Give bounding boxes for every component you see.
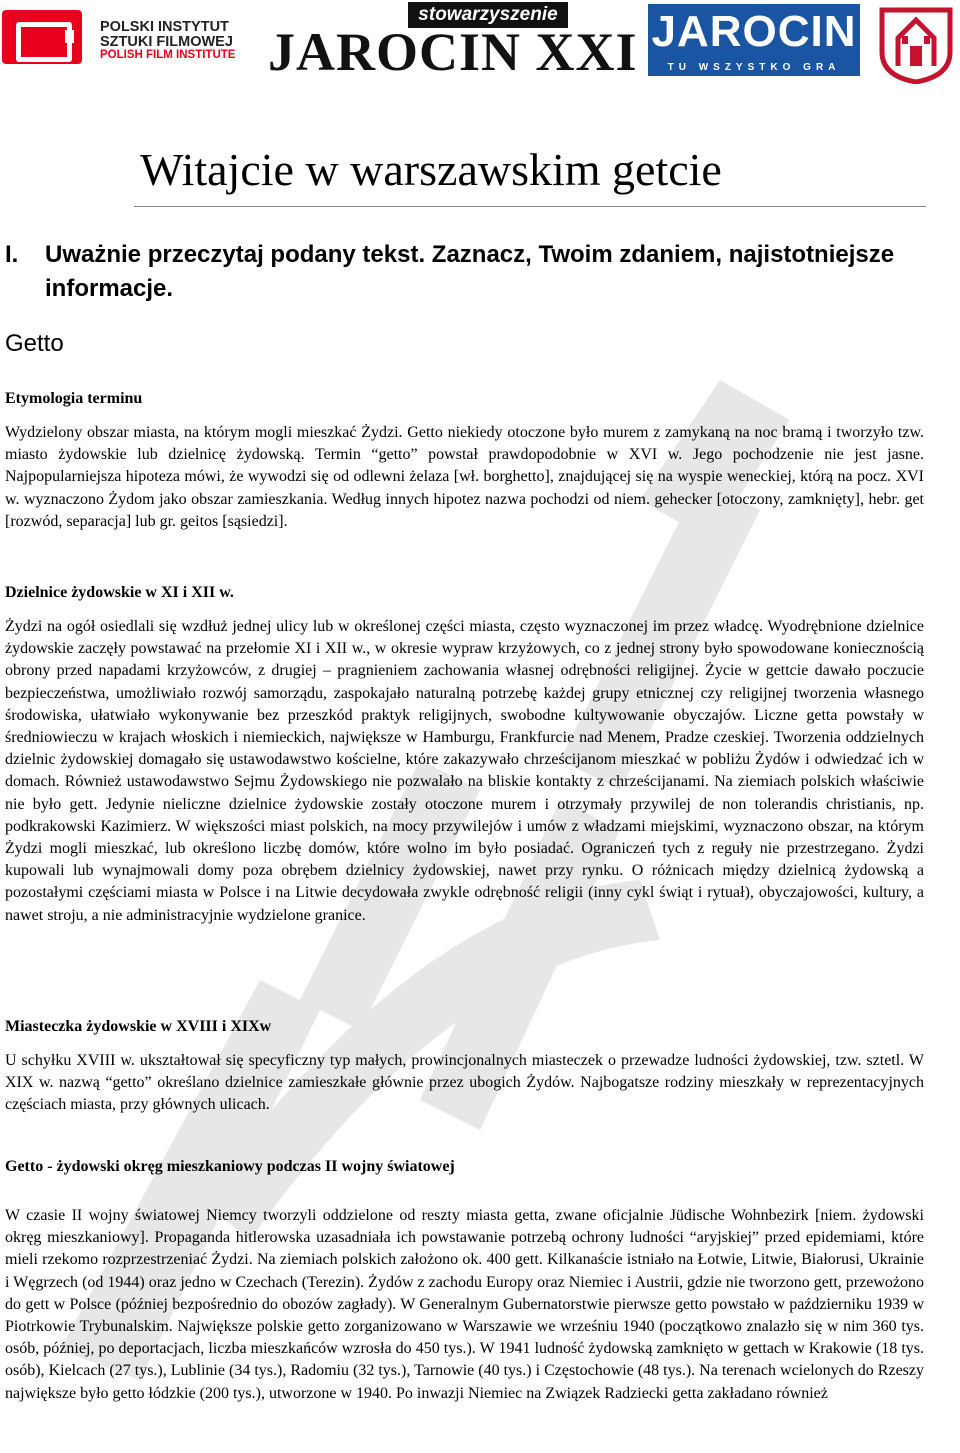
logo-bar xyxy=(0,0,960,90)
section-heading: Etymologia terminu xyxy=(5,390,143,407)
section-paragraph: W czasie II wojny światowej Niemcy tworzyli oddzielone od reszty miasta getta, zwane oficjalnie Jüdische Wohnbezirk [niem. żydowski okręg mieszkaniowy]. Propaganda hitlerowska uzasadniała ich powstawanie potrzebą ochrony ludności “aryjskiej” przed epidemiami, które mieli rzekomo rozprzestrzeniać Żydzi. Na ziemiach polskich założono ok. 400 gett. Kilkanaście istniało na Łotwie, Litwie, Białorusi, Ukrainie i Węgrzech (od 1944) oraz jedno w Czechach (Terezin). Żydów z zachodu Europy oraz Niemiec i Austrii, gdzie nie tworzono gett, przewożono do gett w Polsce (później bezpośrednio do obozów zagłady). W Generalnym Gubernatorstwie pierwsze getto powstało w październiku 1939 w Piotrkowie Trybunalskim. Największe polskie getto zorganizowano w Warszawie we wrześniu 1940 (początkowo znalazło się w nim 360 tys. osób, później, po deportacjach, liczba mieszkańców wzrosła do 450 tys.). W 1941 ludność żydowską zamknięto w gettach w Krakowie (18 tys. osób), Kielcach (27 tys.), Lublinie (34 tys.), Radomiu (32 tys.), Tarnowie (40 tys.) i Częstochowie (48 tys.). Na terenach wcielonych do Rzeszy największe było getto łódzkie (200 tys.), utworzone w 1940. Po inwazji Niemiec na Związek Radziecki getta zakładano również xyxy=(5,1207,924,1402)
section-paragraph: Żydzi na ogół osiedlali się wzdłuż jednej ulicy lub w określonej części miasta, często wyznaczonej im przez władcę. Wyodrębnione dzielnice żydowskie zaczęły powstawać na przełomie XI i XII w., w okresie wypraw krzyżowych, co z jednej strony było spowodowane koniecznością obrony przed napadami krzyżowców, z drugiej – pragnieniem zachowania własnej odrębności religijnej. Życie w gettcie dawało poczucie bezpieczeństwa, umożliwiało rozwój samorządu, zaspokajało naturalną potrzebę każdej grupy etnicznej czy religijnej tworzenia własnego środowiska, ułatwiało wykonywanie bez przeszkód praktyk religijnych, swobodne kultywowanie obyczajów. Liczne getta powstały w średniowieczu w krajach włoskich i niemieckich, największe w Hamburgu, Frankfurcie nad Menem, Pradze czeskiej. Tworzenia oddzielnych dzielnic żydowskiej domagało się ustawodawstwo kościelne, które zakazywało chrześcijanom mieszkać w pobliżu Żydów i odwiedzać ich w domach. Również ustawodawstwo Sejmu Żydowskiego nie pozwalało na bliskie kontakty z chrześcijanami. Na ziemiach polskich właściwie nie było gett. Jedynie nieliczne dzielnice żydowskie zostały otoczone murem i otrzymały przywilej de non tolerandis christianis, np. podkrakowski Kazimierz. W większości miast polskich, na mocy przywilejów i umów z władzami miejskimi, wyznaczono obszar, na którym Żydzi mogli mieszkać, lub określono liczbę domów, które wolno im było posiadać. Ograniczeń tych z reguły nie przestrzegano. Żydzi kupowali lub wynajmowali domy poza obrębem dzielnicy żydowskiej, nawet przy rynku. O różnicach między dzielnicą żydowską a pozostałymi częściami miasta w Polsce i na Litwie decydowała zwykle odrębność religii (inny cykl świąt i rytuał), obyczajowości, kultury, a nawet stroju, a nie administracyjnie wydzielone granice. xyxy=(5,618,924,924)
stowarzyszenie-label: stowarzyszenie xyxy=(408,2,568,28)
pisf-line-3: POLISH FILM INSTITUTE xyxy=(100,49,236,61)
section-shtetl xyxy=(5,1016,924,1117)
section-etymology xyxy=(5,388,924,533)
pisf-line-1: POLSKI INSTYTUT xyxy=(100,19,229,35)
jarocin-city-logo xyxy=(648,4,860,76)
task-text: Uważnie przeczytaj podany tekst. Zaznacz, Twoim zdaniem, najistotniejsze informacje. xyxy=(45,241,895,302)
pisf-logo xyxy=(2,6,252,66)
section-heading: Getto - żydowski okręg mieszkaniowy podczas II wojny światowej xyxy=(5,1158,455,1175)
section-paragraph: Wydzielony obszar miasta, na którym mogli mieszkać Żydzi. Getto niekiedy otoczone było murem z zamykaną na noc bramą i tworzyło tzw. miasto żydowskie lub dzielnicę żydowską. Termin “getto” powstał prawdopodobnie w XVI w. Jego pochodzenie nie jest jasne. Najpopularniejsza hipoteza mówi, że wywodzi się od odlewni żelaza [wł. borghetto], znajdującej się na wyspie weneckiej, którą na pocz. XVI w. wyznaczono Żydom jako obszar zamieszkania. Według innych hipotez nazwa pochodzi od niem. gehecker [otoczony, zamknięty], hebr. get [rozwód, separacja] lub gr. geitos [sąsiedzi]. xyxy=(5,424,924,530)
section-paragraph: U schyłku XVIII w. ukształtował się specyficzny typ małych, prowincjonalnych miasteczek o przewadze ludności żydowskiej, tzw. sztetl. W XIX w. nazwą “getto” określano dzielnice zamieszkałe głównie przez ubogich Żydów. Najbogatsze rodziny mieszkały w reprezentacyjnych częściach miasta, przy głównych ulicach. xyxy=(5,1052,924,1114)
page-title: Witajcie w warszawskim getcie xyxy=(140,144,722,195)
section-heading: Dzielnice żydowskie w XI i XII w. xyxy=(5,584,234,601)
section-ww2-ghetto xyxy=(5,1156,924,1405)
jarocin-xxi-label: JAROCIN XXI xyxy=(268,22,638,82)
title-divider xyxy=(134,206,926,207)
pisf-mark-icon xyxy=(2,10,82,64)
section-title: Getto xyxy=(5,330,64,357)
pisf-line-2: SZTUKI FILMOWEJ xyxy=(100,34,233,50)
jarocin-tagline: TU WSZYSTKO GRA xyxy=(667,62,841,73)
section-heading: Miasteczka żydowskie w XVIII i XIXw xyxy=(5,1018,272,1035)
stowarzyszenie-logo xyxy=(268,0,638,84)
section-medieval-districts xyxy=(5,582,924,927)
coat-of-arms-icon xyxy=(876,2,956,84)
jarocin-name: JAROCIN xyxy=(651,7,857,56)
task-number: I. xyxy=(5,241,19,268)
